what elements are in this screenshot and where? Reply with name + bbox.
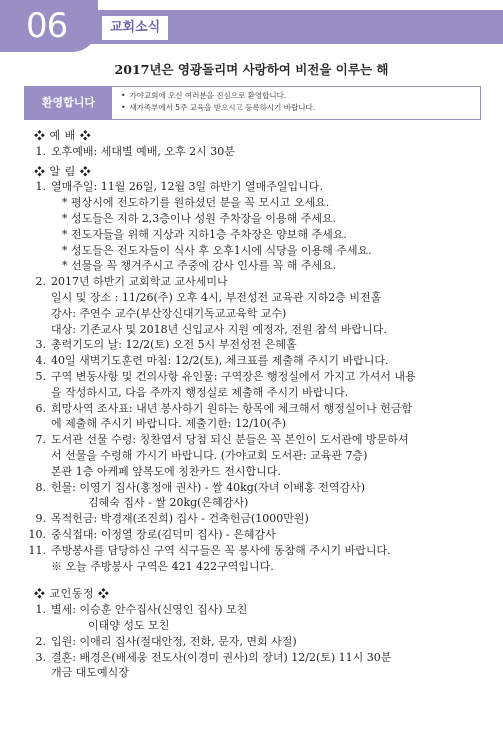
section-number: 06 [0, 0, 98, 52]
list-item: 3. 결혼: 배경은(배세웅 전도사(이경미 권사)의 장녀) 12/2(토) 11시 30분 [35, 650, 392, 664]
bulletin-content [22, 128, 492, 681]
list-item: 9. 목적헌금: 박경재(조진희) 집사 - 건축헌금(1000만원) [35, 512, 309, 526]
sub-item: * 성도들은 전도자들이 식사 후 오후1시에 식당을 이용해 주세요. [62, 243, 372, 257]
welcome-label: 환영합니다 [25, 87, 112, 119]
list-item: 5. 구역 변동사항 및 건의사항 유인물: 구역장은 행정실에서 가지고 가셔서 내용 [35, 369, 416, 383]
list-item: 3. 총력기도의 날: 12/2(토) 오전 5시 부전성전 은혜홀 [35, 338, 297, 352]
sub-item: 대상: 기존교사 및 2018년 신입교사 지원 예정자, 전원 참석 바랍니다. [51, 322, 387, 336]
section-header [0, 0, 503, 52]
continuation-line: 서 선물을 수령해 가시기 바랍니다. (가야교회 도서관: 교육관 7층) [51, 448, 368, 462]
welcome-line: • 가야교회에 오신 여러분을 진심으로 환영합니다. [121, 90, 315, 102]
members-heading: ❖ 교인동정 ❖ [34, 587, 110, 601]
continuation-line: 이태양 성도 모친 [88, 618, 170, 632]
sub-item: * 평상시에 전도하기를 원하셨던 분을 꼭 모시고 오세요. [62, 196, 330, 210]
continuation-line: 에 제출해 주시기 바랍니다. 제출기한: 12/10(주) [51, 417, 286, 431]
sub-item: * 성도들은 지하 2,3층이나 성원 주차장을 이용해 주세요. [62, 211, 337, 225]
list-item: 1. 오후예배: 세대별 예배, 오후 2시 30분 [35, 144, 235, 158]
list-item: 10. 중식접대: 이정열 장로(김덕미 집사) - 은혜감사 [28, 527, 276, 541]
list-item: 4. 40일 새벽기도훈련 마침: 12/2(토), 체크표를 제출해 주시기 바랍니다. [35, 354, 389, 368]
sub-item: * 선물을 꼭 챙겨주시고 주중에 감사 인사를 꼭 해 주세요. [62, 259, 337, 273]
list-item: 11. 주방봉사를 담당하신 구역 식구들은 꼭 봉사에 동참해 주시기 바랍니다. [28, 543, 391, 557]
list-item: 7. 도서관 선물 수령: 칭찬엽서 당첨 되신 분들은 꼭 본인이 도서관에 방문하셔 [35, 433, 409, 447]
sub-item: * 전도자들을 위해 지상과 지하1층 주차장은 양보해 주세요. [62, 227, 347, 241]
continuation-line: 김혜숙 집사 - 쌀 20kg(은혜감사) [88, 496, 249, 510]
list-item: 1. 별세: 이승훈 안수집사(신영인 집사) 모친 [35, 603, 248, 617]
list-item: 2. 입원: 이애리 집사(절대안정, 전화, 문자, 면회 사절) [35, 634, 297, 648]
section-label: 교회소식 [102, 16, 168, 40]
welcome-lines [121, 90, 315, 114]
list-item: 8. 헌물: 이영기 집사(홍정애 권사) - 쌀 40kg(자녀 이배홍 전역감사) [35, 480, 366, 494]
welcome-line: • 새가족부에서 5주 교육을 받으시고 등록하시기 바랍니다. [121, 102, 315, 114]
page-title: 2017년은 영광돌리며 사랑하여 비전을 이루는 해 [114, 62, 389, 77]
continuation-line: 개금 대도예식장 [51, 666, 129, 680]
continuation-line: ※ 오늘 주방봉사 구역은 421 422구역입니다. [51, 559, 274, 573]
list-item: 6. 희망사역 조사표: 내년 봉사하기 원하는 항목에 체크해서 행정실이나 헌금함 [35, 401, 413, 415]
notices-heading: ❖ 알 림 ❖ [34, 164, 92, 178]
list-item: 1. 열매주일: 11월 26일, 12월 3일 하반기 열매주일입니다. [35, 180, 323, 194]
continuation-line: 본관 1층 아케페 앞복도에 칭찬카드 전시합니다. [51, 464, 281, 478]
list-item: 2. 2017년 하반기 교회학교 교사세미나 [35, 275, 228, 289]
welcome-box [24, 86, 481, 120]
sub-item: 일시 및 장소 : 11/26(주) 오후 4시, 부전성전 교육관 지하2층 비전홀 [51, 290, 382, 304]
worship-heading: ❖ 예 배 ❖ [34, 129, 92, 142]
sub-item: 강사: 주연수 교수(부산장신대기독교교육학 교수) [51, 306, 287, 320]
continuation-line: 을 작성하시고, 다음 주까지 행정실로 제출해 주시기 바랍니다. [51, 385, 349, 399]
